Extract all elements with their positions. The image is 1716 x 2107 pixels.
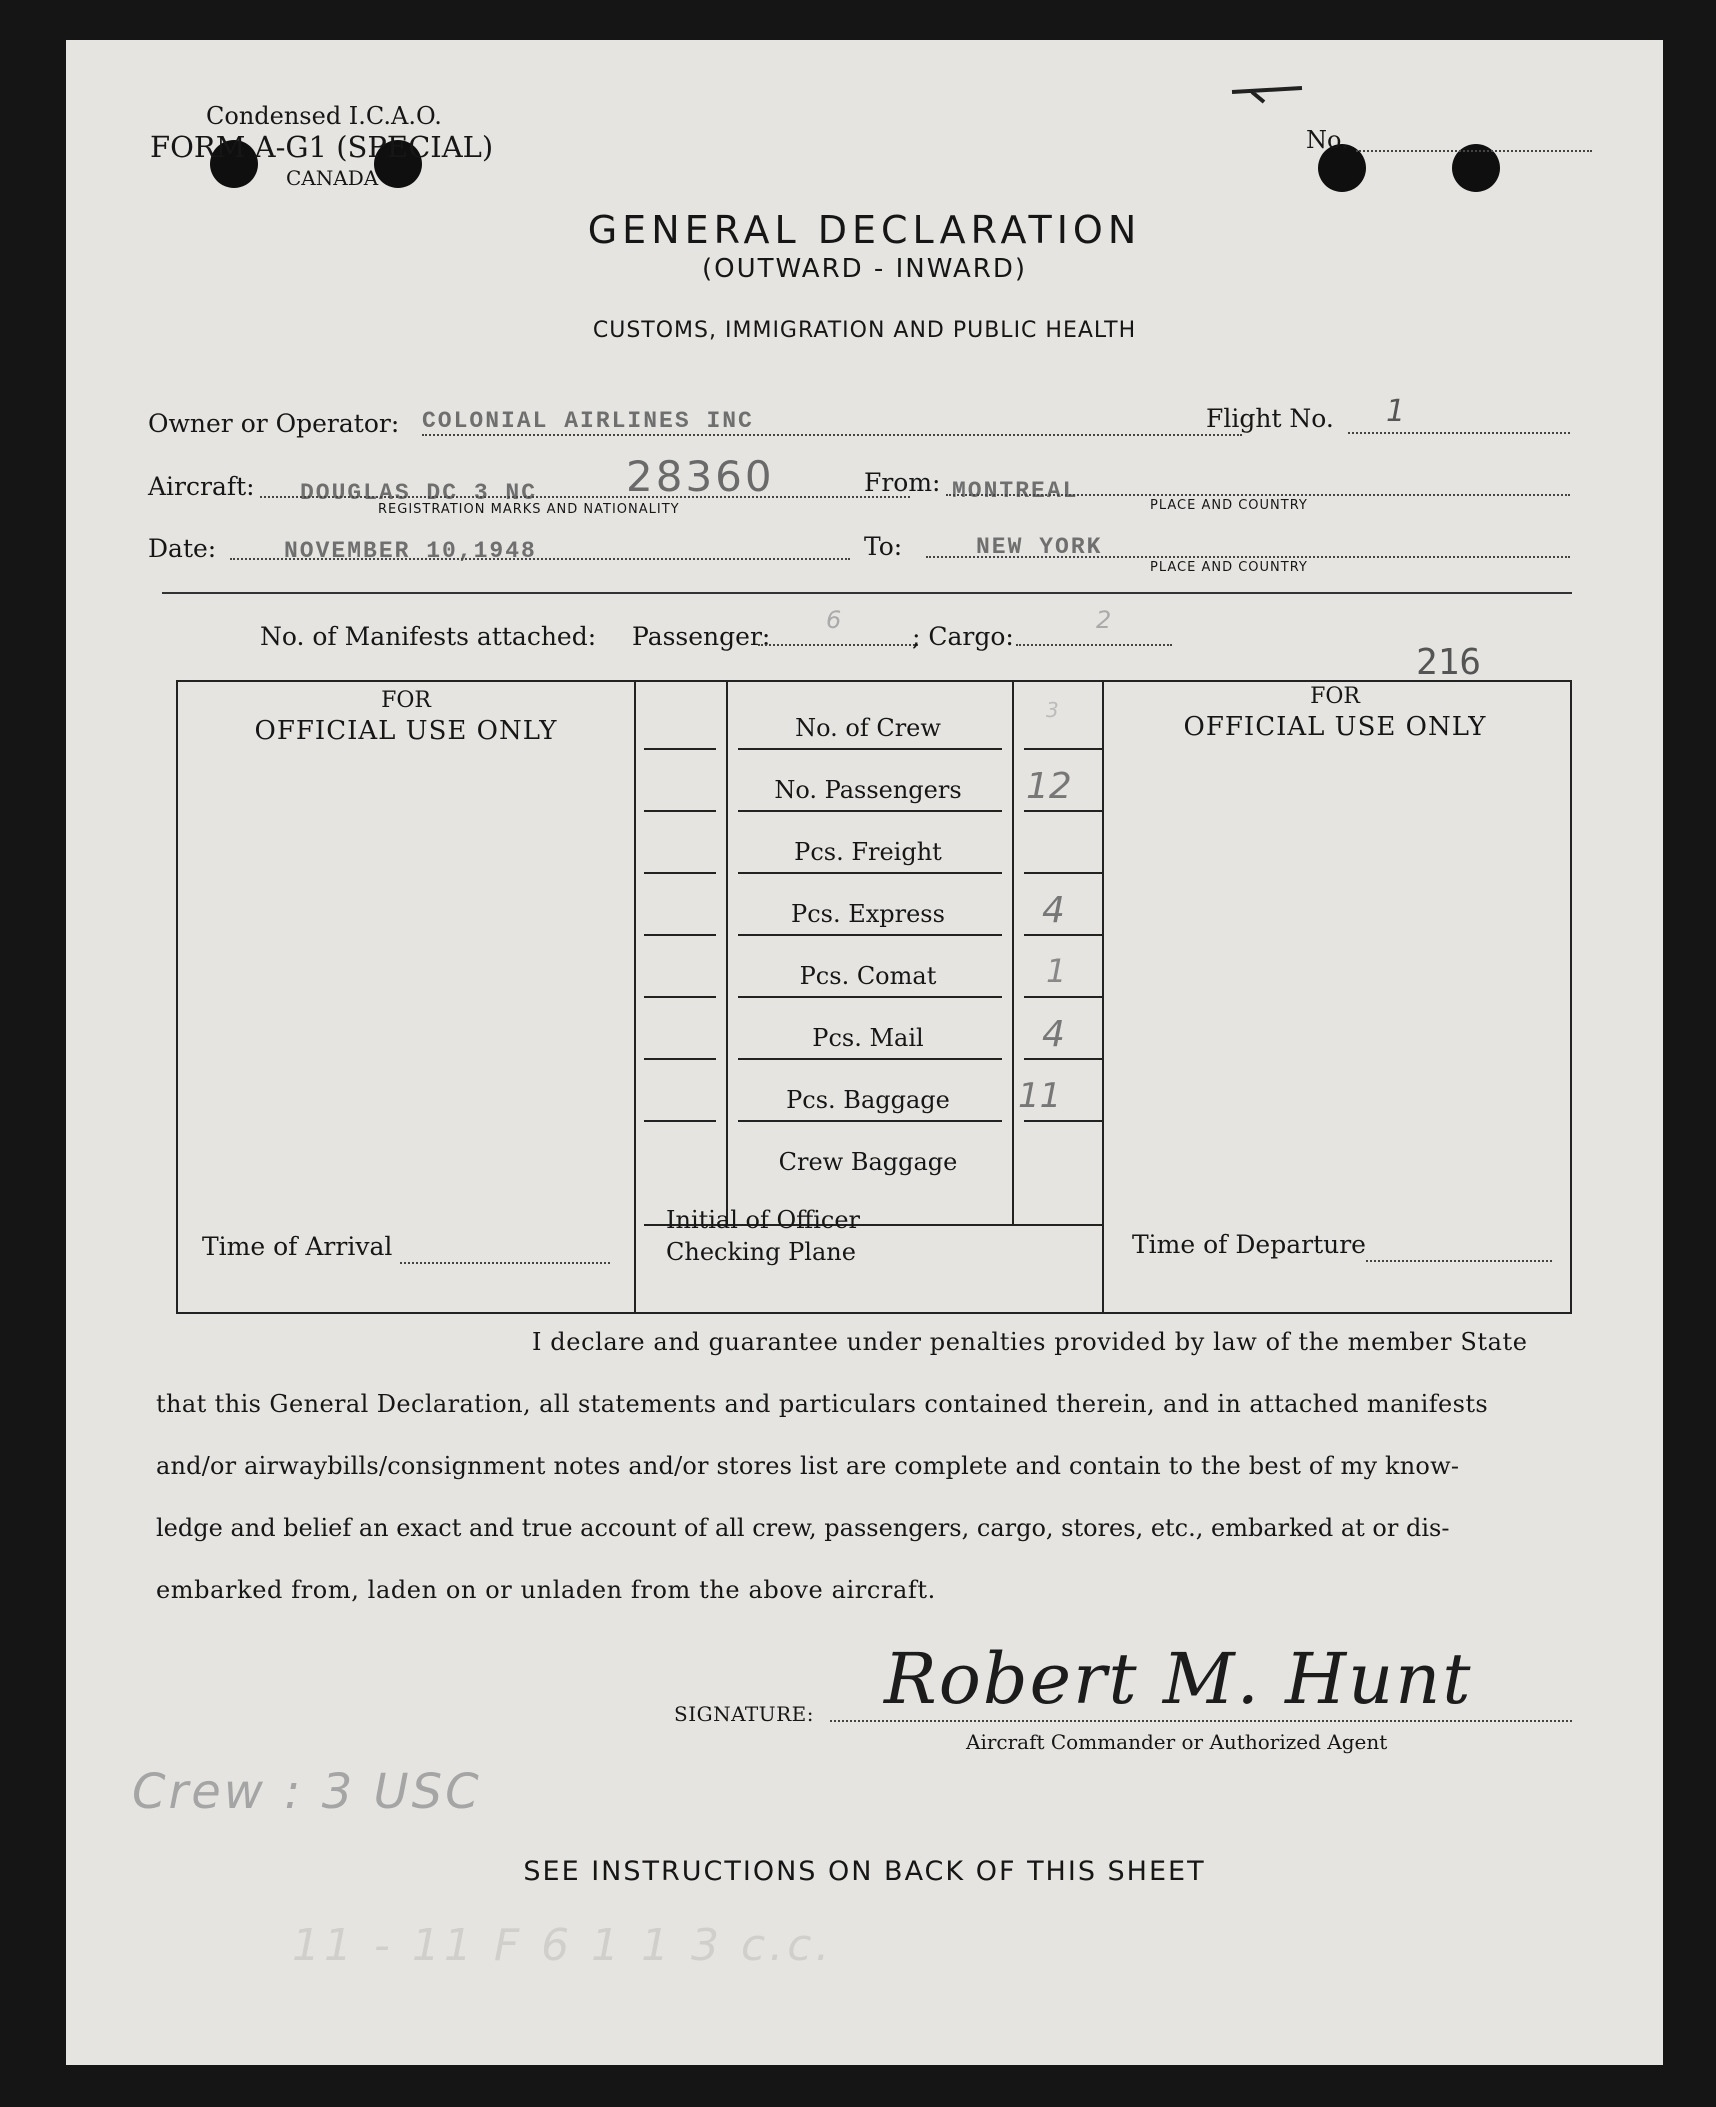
signature: Robert M. Hunt <box>884 1638 1473 1720</box>
form-subtitle: (OUTWARD - INWARD) <box>701 254 1027 284</box>
cargo-label: ; Cargo: <box>912 622 1014 651</box>
to-value: NEW YORK <box>976 534 1103 560</box>
time-of-arrival-field <box>400 1262 610 1264</box>
left-for-label: FOR <box>381 688 431 713</box>
form-title: GENERAL DECLARATION <box>587 208 1142 252</box>
count-label: Pcs. Express <box>791 900 945 928</box>
declaration-line-2: that this General Declaration, all statements and particulars contained therein, and in attached manifests <box>156 1390 1489 1418</box>
owner-field-line <box>422 434 1242 436</box>
manifests-label: No. of Manifests attached: <box>260 622 597 651</box>
left-official-use: OFFICIAL USE ONLY <box>254 716 558 746</box>
passenger-value: 6 <box>826 606 842 634</box>
declaration-sheet <box>66 40 1663 2065</box>
form-no-field <box>1356 150 1592 152</box>
header-divider <box>162 592 1572 594</box>
declaration-line-1: I declare and guarantee under penalties provided by law of the member State <box>532 1328 1528 1356</box>
count-value: 4 <box>1042 1014 1065 1055</box>
form-code: FORM A-G1 (SPECIAL) <box>150 130 494 164</box>
page-number: 216 <box>1416 642 1482 683</box>
signature-field <box>830 1720 1572 1722</box>
count-value: 11 <box>1018 1076 1062 1116</box>
declaration-line-4: ledge and belief an exact and true account of all crew, passengers, cargo, stores, etc., embarked at or dis- <box>156 1514 1450 1542</box>
count-label: Pcs. Freight <box>794 838 942 866</box>
count-label: Pcs. Mail <box>812 1024 924 1052</box>
flight-value: 1 <box>1386 394 1406 429</box>
initial-officer-label: Initial of Officer <box>666 1206 861 1234</box>
registration-caption: REGISTRATION MARKS AND NATIONALITY <box>378 502 680 517</box>
instructions-footer: SEE INSTRUCTIONS ON BACK OF THIS SHEET <box>523 1856 1206 1887</box>
flight-field-line <box>1348 432 1570 434</box>
cargo-value: 2 <box>1096 606 1112 634</box>
from-label: From: <box>864 468 941 497</box>
date-field-line <box>230 558 850 560</box>
from-field-line <box>946 494 1570 496</box>
table-divider-4 <box>1102 680 1104 1312</box>
aircraft-label: Aircraft: <box>148 472 255 501</box>
count-value: 3 <box>1046 698 1059 722</box>
time-of-departure-field <box>1366 1260 1552 1262</box>
aircraft-value: DOUGLAS DC 3 NC <box>300 480 538 506</box>
pen-mark <box>1222 78 1322 108</box>
table-divider-1 <box>634 680 636 1312</box>
count-label: No. of Crew <box>795 714 941 742</box>
table-divider-3 <box>1012 680 1014 1224</box>
count-label: Pcs. Baggage <box>786 1086 950 1114</box>
from-value: MONTREAL <box>952 478 1079 504</box>
count-value: 1 <box>1046 952 1067 990</box>
right-for-label: FOR <box>1310 684 1360 709</box>
passenger-field-line <box>758 644 918 646</box>
crew-note: Crew : 3 USC <box>132 1764 482 1820</box>
count-value: 12 <box>1026 766 1072 807</box>
count-value: 4 <box>1042 890 1065 931</box>
condensed-label: Condensed I.C.A.O. <box>206 102 442 130</box>
to-label: To: <box>864 532 903 561</box>
count-label: Pcs. Comat <box>799 962 937 990</box>
time-of-departure-label: Time of Departure <box>1132 1230 1366 1259</box>
department-heading: CUSTOMS, IMMIGRATION AND PUBLIC HEALTH <box>592 318 1137 343</box>
faint-note: 11 - 11 F 6 1 1 3 c.c. <box>292 1920 834 1971</box>
declaration-line-5: embarked from, laden on or unladen from the above aircraft. <box>156 1576 936 1604</box>
from-place-caption: PLACE AND COUNTRY <box>1150 498 1308 513</box>
cargo-field-line <box>1016 644 1172 646</box>
right-official-use: OFFICIAL USE ONLY <box>1183 712 1487 742</box>
date-label: Date: <box>148 534 217 563</box>
checking-plane-label: Checking Plane <box>666 1238 856 1266</box>
passenger-label: Passenger: <box>632 622 771 651</box>
to-place-caption: PLACE AND COUNTRY <box>1150 560 1308 575</box>
signature-caption: Aircraft Commander or Authorized Agent <box>966 1730 1388 1754</box>
to-field-line <box>926 556 1570 558</box>
count-label: No. Passengers <box>774 776 962 804</box>
date-value: NOVEMBER 10,1948 <box>284 538 537 564</box>
aircraft-field-line <box>260 496 910 498</box>
table-divider-2 <box>726 680 728 1224</box>
owner-value: COLONIAL AIRLINES INC <box>422 408 754 434</box>
flight-label: Flight No. <box>1206 404 1334 433</box>
declaration-line-3: and/or airwaybills/consignment notes and/or stores list are complete and contain to the best of my know- <box>156 1452 1460 1480</box>
time-of-arrival-label: Time of Arrival <box>202 1232 393 1261</box>
owner-label: Owner or Operator: <box>148 409 400 438</box>
form-no-label: No. <box>1306 126 1349 154</box>
country-label: CANADA <box>286 166 379 190</box>
signature-label: SIGNATURE: <box>674 1702 815 1726</box>
count-label: Crew Baggage <box>778 1148 958 1176</box>
aircraft-number: 28360 <box>626 452 775 501</box>
